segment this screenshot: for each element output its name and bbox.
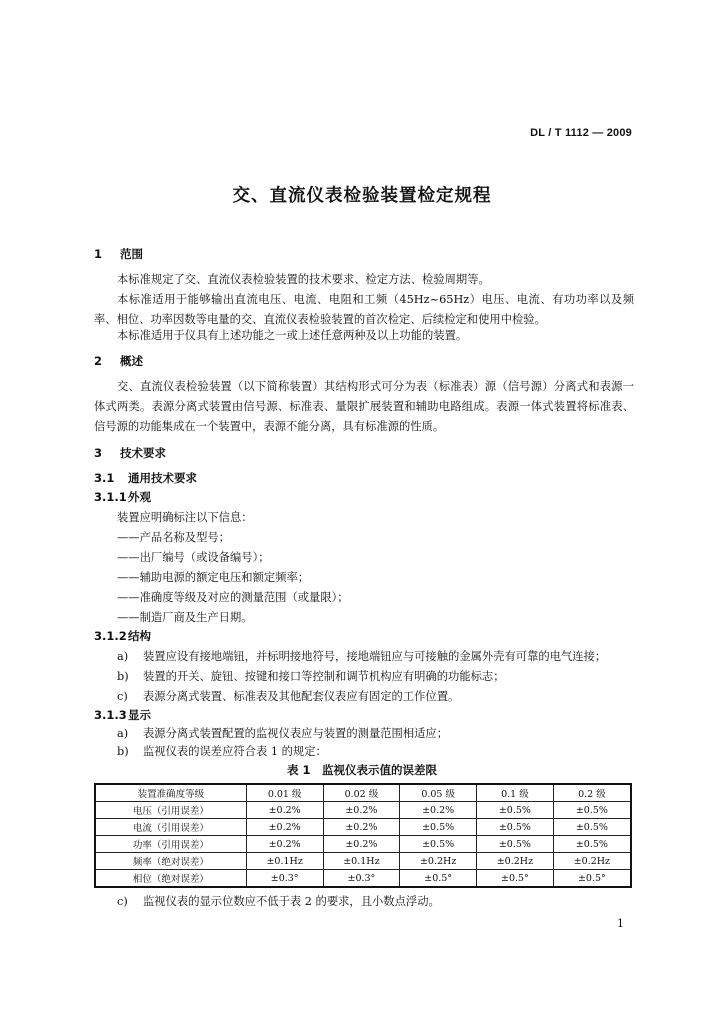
table-cell: ±0.5%: [477, 819, 554, 836]
list-item: [117, 648, 606, 664]
table-cell: ±0.5%: [553, 802, 631, 819]
table-cell: ±0.2%: [246, 836, 323, 853]
table-cell: ±0.3°: [323, 870, 400, 888]
table-row: [95, 819, 631, 836]
list-item: [117, 725, 448, 741]
table-cell: ±0.5°: [553, 870, 631, 888]
table-cell: ±0.5%: [400, 819, 477, 836]
list-item: ——制造厂商及生产日期。: [117, 611, 253, 624]
section-number: 3.1.3: [94, 708, 127, 722]
section-title: 显示: [128, 708, 151, 722]
table-cell: ±0.2%: [323, 819, 400, 836]
table-cell: ±0.2%: [323, 802, 400, 819]
table-header-cell: 装置准确度等级: [95, 784, 246, 802]
list-intro: 装置应明确标注以下信息：: [117, 511, 253, 524]
section-number: 2: [94, 354, 103, 368]
list-item-text: 监视仪表的误差应符合表 1 的规定：: [143, 745, 327, 758]
table-cell: ±0.5%: [553, 819, 631, 836]
table-row: [95, 853, 631, 870]
section-title: 概述: [120, 354, 143, 368]
table-cell: ±0.2%: [323, 836, 400, 853]
table-cell: ±0.5%: [553, 836, 631, 853]
table-row: [95, 836, 631, 853]
section-2-heading: [94, 353, 143, 369]
table-cell: ±0.1Hz: [246, 853, 323, 870]
table-cell: 相位（绝对误差）: [95, 870, 246, 888]
table-header-cell: 0.2 级: [553, 784, 631, 802]
list-item-text: 监视仪表的显示位数应不低于表 2 的要求，且小数点浮动。: [143, 895, 440, 908]
table-cell: 电流（引用误差）: [95, 819, 246, 836]
list-marker: b): [117, 670, 129, 683]
table-cell: ±0.2Hz: [400, 853, 477, 870]
table-cell: 频率（绝对误差）: [95, 853, 246, 870]
paragraph: 本标准适用于仪具有上述功能之一或上述任意两种及以上功能的装置。: [117, 329, 468, 342]
table-cell: 功率（引用误差）: [95, 836, 246, 853]
document-title: 交、直流仪表检验装置检定规程: [232, 186, 492, 206]
table-cell: ±0.2%: [246, 819, 323, 836]
section-number: 3: [94, 446, 103, 460]
paragraph: 本标准规定了交、直流仪表检验装置的技术要求、检定方法、检验周期等。: [117, 273, 490, 286]
table-cell: ±0.5°: [400, 870, 477, 888]
table-row: [95, 802, 631, 819]
list-item-text: 装置的开关、旋钮、按键和接口等控制和调节机构应有明确的功能标志；: [143, 670, 505, 683]
table-cell: ±0.3°: [246, 870, 323, 888]
section-number: 3.1.2: [94, 629, 127, 643]
table-cell: ±0.1Hz: [323, 853, 400, 870]
table-header-cell: 0.1 级: [477, 784, 554, 802]
table-header-cell: 0.05 级: [400, 784, 477, 802]
section-1-heading: [94, 246, 143, 262]
table-caption: 表 1 监视仪表示值的误差限: [286, 763, 437, 777]
section-number: 3.1.1: [94, 490, 127, 504]
table-cell: ±0.2%: [400, 802, 477, 819]
section-3-heading: [94, 445, 166, 461]
list-marker: b): [117, 745, 129, 758]
list-marker: c): [117, 690, 128, 703]
table-header-cell: 0.01 级: [246, 784, 323, 802]
table-cell: ±0.2Hz: [553, 853, 631, 870]
list-item-text: 表源分离式装置配置的监视仪表应与装置的测量范围相适应；: [143, 727, 449, 740]
section-title: 结构: [128, 629, 151, 643]
standard-code: DL / T 1112 — 2009: [530, 127, 632, 139]
table-header-cell: 0.02 级: [323, 784, 400, 802]
paragraph: 交、直流仪表检验装置（以下简称装置）其结构形式可分为表（标准表）源（信号源）分离式和表源一体式两类。表源分离式装置由信号源、标准表、量限扩展装置和辅助电路组成。表源一体式装置将标准表、信号源的功能集成在一个装置中，表源不能分离，具有标准源的性质。: [94, 380, 634, 433]
page-number: 1: [617, 917, 624, 930]
list-marker: a): [117, 650, 129, 663]
section-title: 范围: [120, 247, 143, 261]
list-item: [117, 893, 440, 909]
table-cell: ±0.5°: [477, 870, 554, 888]
list-marker: a): [117, 727, 129, 740]
table-cell: ±0.5%: [400, 836, 477, 853]
subsection-3-1-1-heading: [94, 489, 151, 505]
table-cell: 电压（引用误差）: [95, 802, 246, 819]
section-number: 3.1: [94, 471, 115, 485]
list-item: ——准确度等级及对应的测量范围（或量限）；: [117, 591, 349, 604]
subsection-3-1-heading: [94, 470, 197, 486]
list-item: [117, 743, 327, 759]
list-item: ——出厂编号（或设备编号）；: [117, 551, 270, 564]
section-number: 1: [94, 247, 103, 261]
list-item: ——产品名称及型号；: [117, 531, 230, 544]
list-marker: c): [117, 895, 128, 908]
table-row: [95, 870, 631, 888]
subsection-3-1-2-heading: [94, 628, 151, 644]
table-cell: ±0.2%: [246, 802, 323, 819]
subsection-3-1-3-heading: [94, 707, 151, 723]
paragraph: 本标准适用于能够输出直流电压、电流、电阻和工频（45Hz~65Hz）电压、电流、有功功率以及频率、相位、功率因数等电量的交、直流仪表检验装置的首次检定、后续检定和使用中检验。: [94, 293, 634, 326]
list-item-text: 装置应设有接地端钮，并标明接地符号，接地端钮应与可接触的金属外壳有可靠的电气连接；: [143, 650, 607, 663]
error-limit-table: [94, 783, 632, 888]
table-header-row: [95, 784, 631, 802]
section-title: 通用技术要求: [128, 471, 197, 485]
list-item-text: 表源分离式装置、标准表及其他配套仪表应有固定的工作位置。: [143, 690, 460, 703]
list-item: [117, 688, 459, 704]
list-item: ——辅助电源的额定电压和额定频率；: [117, 571, 310, 584]
table-cell: ±0.5%: [477, 802, 554, 819]
table-cell: ±0.2Hz: [477, 853, 554, 870]
table-cell: ±0.5%: [477, 836, 554, 853]
section-title: 技术要求: [120, 446, 166, 460]
list-item: [117, 668, 505, 684]
section-title: 外观: [128, 490, 151, 504]
